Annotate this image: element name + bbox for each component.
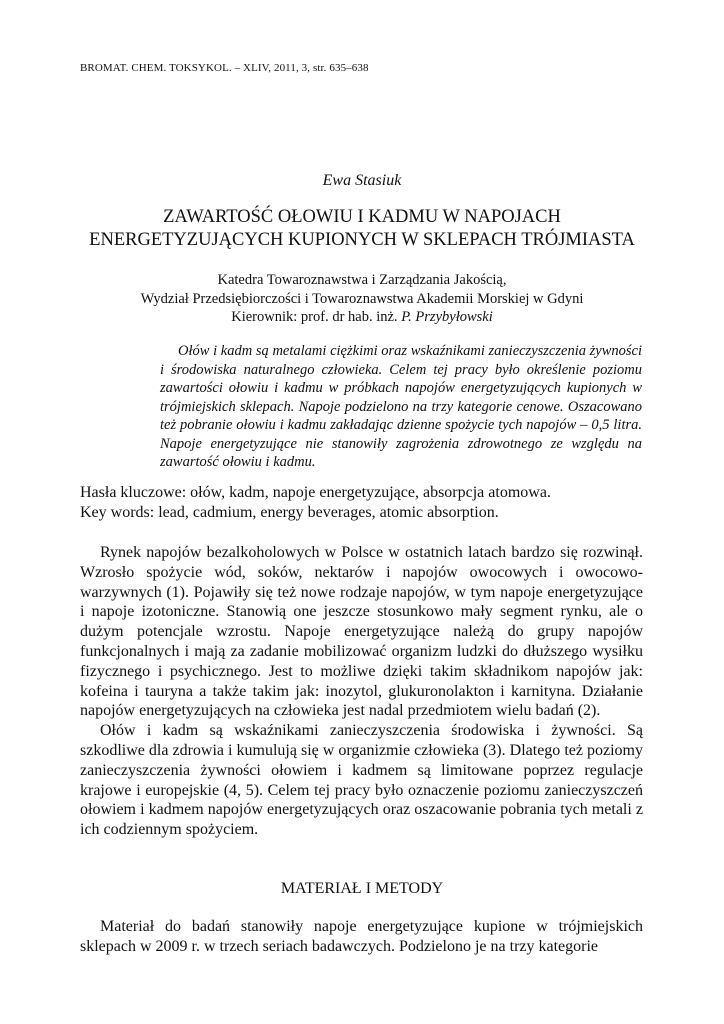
article-title [0, 206, 724, 252]
affiliation [0, 271, 724, 327]
title-line-1: ZAWARTOŚĆ OŁOWIU I KADMU W NAPOJACH [163, 207, 561, 227]
department-head [0, 308, 724, 327]
intro-paragraph-1: Rynek napojów bezalkoholowych w Polsce w ostatnich latach bardzo się rozwinął. Wzrosło spożycie wód, soków, nektarów i napojów owocowych i owocowo-warzywnych (1). Pojawiły się też nowe rodzaje napojów, w tym napoje energetyzujące i napoje izotoniczne. Stanowią one jeszcze stosunkowo mały segment rynku, ale o dużym potencjale wzrostu. Napoje energetyzujące należą do grupy napojów funkcjonalnych i mają za zadanie mobilizować organizm ludzki do dłuższego wysiłku fizycznego i psychicznego. Jest to możliwe dzięki takim składnikom napojów jak: kofeina i tauryna a także takim jak: inozytol, glukuronolakton i karnityna. Działanie napojów energetyzujących na człowieka jest nadal przedmiotem wielu badań (2). [80, 544, 643, 720]
affiliation-line-1: Katedra Towaroznawstwa i Zarządzania Jakością, [217, 272, 507, 288]
title-line-2: ENERGETYZUJĄCYCH KUPIONYCH W SKLEPACH TRÓJMIASTA [89, 230, 635, 250]
author-name: Ewa Stasiuk [322, 172, 402, 189]
intro-paragraph-2: Ołów i kadm są wskaźnikami zanieczyszczenia środowiska i żywności. Są szkodliwe dla zdrowia i kumulują się w organizmie człowieka (3). Dlatego też poziomy zanieczyszczenia żywności ołowiem i kadmem są limitowane poprzez regulacje krajowe i europejskie (4, 5). Celem tej pracy było oznaczenie poziomu zanieczyszczeń ołowiem i kadmem napojów energetyzujących oraz oszacowanie pobrania tych metali z ich codziennym spożyciem. [80, 722, 643, 839]
department-head-prefix: Kierownik: prof. dr hab. inż. [231, 309, 402, 325]
keywords-english: Key words: lead, cadmium, energy beverages, atomic absorption. [80, 504, 499, 521]
keywords-polish: Hasła kluczowe: ołów, kadm, napoje energetyzujące, absorpcja atomowa. [80, 484, 551, 501]
introduction [80, 543, 643, 840]
journal-reference: BROMAT. CHEM. TOKSYKOL. – XLIV, 2011, 3, str. 635–638 [80, 62, 369, 74]
keywords [80, 483, 644, 523]
methods-paragraph-1: Materiał do badań stanowiły napoje energetyzujące kupione w trójmiejskich sklepach w 2009 r. w trzech seriach badawczych. Podzielono je na trzy kategorie [80, 918, 643, 955]
methods-section [80, 917, 643, 957]
abstract: Ołów i kadm są metalami ciężkimi oraz wskaźnikami zanieczyszczenia żywności i środowiska naturalnego człowieka. Celem tej pracy było określenie poziomu zawartości ołowiu i kadmu w próbkach napojów energetyzujących kupionych w trójmiejskich sklepach. Napoje podzielono na trzy kategorie cenowe. Oszacowano też pobranie ołowiu i kadmu zakładając dzienne spożycie tych napojów – 0,5 litra. Napoje energetyzujące nie stanowiły zagrożenia zdrowotnego ze względu na zawartość ołowiu i kadmu. [160, 343, 642, 470]
affiliation-line-2: Wydział Przedsiębiorczości i Towaroznawstwa Akademii Morskiej w Gdyni [140, 290, 584, 307]
section-heading-methods: MATERIAŁ I METODY [280, 880, 444, 897]
department-head-name: P. Przybyłowski [401, 309, 493, 325]
